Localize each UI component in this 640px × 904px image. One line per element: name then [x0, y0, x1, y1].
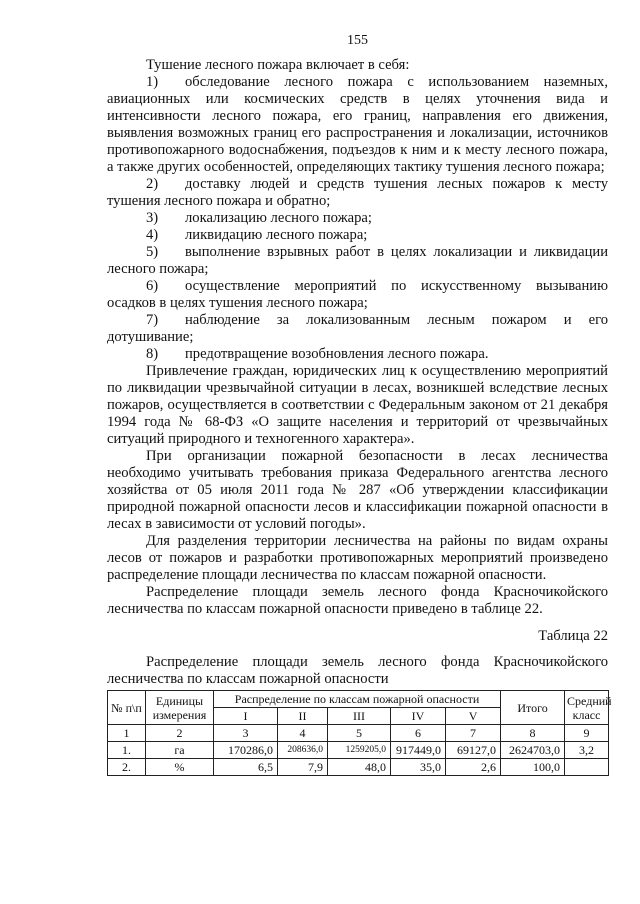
- header-cell: III: [328, 708, 391, 725]
- table-cell: 100,0: [501, 759, 565, 776]
- table-cell: 8: [501, 725, 565, 742]
- measures-list: [107, 74, 608, 363]
- table-cell: 2: [146, 725, 214, 742]
- table-caption: Таблица 22: [538, 628, 608, 644]
- paragraph: Для разделения территории лесничества на районы по видам охраны лесов от пожаров и разработки противопожарных мероприятий произведено распределение площади лесничества по классам пожарной опасности.: [107, 533, 608, 583]
- table-cell: %: [146, 759, 214, 776]
- table-cell: 7,9: [278, 759, 328, 776]
- list-item: 7) наблюдение за локализованным лесным пожаром и его дотушивание;: [107, 312, 608, 345]
- header-cell: № п\п: [108, 691, 146, 725]
- list-item: 2) доставку людей и средств тушения лесных пожаров к месту тушения лесного пожара и обратно;: [107, 176, 608, 209]
- table-cell: 6: [391, 725, 446, 742]
- table-cell: 5: [328, 725, 391, 742]
- table-cell: 9: [565, 725, 609, 742]
- table-row: [108, 742, 609, 759]
- table-cell: 208636,0: [278, 742, 328, 759]
- table-title: Распределение площади земель лесного фонда Красночикойского лесничества по классам пожарной опасности: [107, 654, 608, 687]
- table-cell: га: [146, 742, 214, 759]
- table-cell: 917449,0: [391, 742, 446, 759]
- table-cell: 1.: [108, 742, 146, 759]
- table-cell: 3: [214, 725, 278, 742]
- table-cell: 1: [108, 725, 146, 742]
- header-cell: V: [446, 708, 501, 725]
- list-item: 6) осуществление мероприятий по искусственному вызыванию осадков в целях тушения лесного пожара;: [107, 278, 608, 311]
- list-item: 4) ликвидацию лесного пожара;: [146, 227, 368, 243]
- table-cell: 3,2: [565, 742, 609, 759]
- paragraph: При организации пожарной безопасности в лесах лесничества необходимо учитывать требования приказа Федерального агентства лесного хозяйства от 05 июля 2011 года № 287 «Об утверждении классификации природной пожарной опасности лесов и классификации пожарной опасности в лесах в зависимости от условий погоды».: [107, 448, 608, 532]
- header-cell: Распределение по классам пожарной опасности: [214, 691, 501, 708]
- table-cell: 2,6: [446, 759, 501, 776]
- fire-danger-table: [107, 690, 612, 776]
- document-page: [107, 32, 612, 776]
- header-cell: IV: [391, 708, 446, 725]
- header-cell: Единицы измерения: [146, 691, 214, 725]
- table-cell: 6,5: [214, 759, 278, 776]
- table-cell: 7: [446, 725, 501, 742]
- list-item: 3) локализацию лесного пожара;: [146, 210, 372, 226]
- table-row: [108, 759, 609, 776]
- paragraph: Привлечение граждан, юридических лиц к осуществлению мероприятий по ликвидации чрезвычайной ситуации в лесах, возникшей вследствие лесных пожаров, осуществляется в соответствии с Федеральным законом от 21 декабря 1994 года № 68-ФЗ «О защите населения и территорий от чрезвычайных ситуаций природного и техногенного характера».: [107, 363, 608, 447]
- list-item: 5) выполнение взрывных работ в целях локализации и ликвидации лесного пожара;: [107, 244, 608, 277]
- column-number-row: [108, 725, 609, 742]
- page-number: 155: [347, 33, 368, 48]
- table-cell: 170286,0: [214, 742, 278, 759]
- paragraph: Распределение площади земель лесного фонда Красночикойского лесничества по классам пожарной опасности приведено в таблице 22.: [107, 584, 608, 617]
- intro-paragraph: Тушение лесного пожара включает в себя:: [146, 57, 410, 73]
- table-cell: 2.: [108, 759, 146, 776]
- list-item: 1) обследование лесного пожара с использованием наземных, авиационных или космических средств в целях уточнения вида и интенсивности лесного пожара, его границ, направления его движения, выявления возможных границ его распространения и локализации, источников противопожарного водоснабжения, подъездов к ним и к месту лесного пожара, а также других особенностей, определяющих тактику тушения лесного пожара;: [107, 74, 608, 175]
- table-cell: 2624703,0: [501, 742, 565, 759]
- table-cell: 1259205,0: [328, 742, 391, 759]
- table-header-row: [108, 691, 609, 708]
- table-cell: [565, 759, 609, 776]
- table-cell: 35,0: [391, 759, 446, 776]
- header-cell: II: [278, 708, 328, 725]
- table-cell: 69127,0: [446, 742, 501, 759]
- table-cell: 48,0: [328, 759, 391, 776]
- list-item: 8) предотвращение возобновления лесного пожара.: [146, 346, 489, 362]
- header-cell: I: [214, 708, 278, 725]
- header-cell: Итого: [501, 691, 565, 725]
- header-cell: Средний класс: [565, 691, 609, 725]
- table-cell: 4: [278, 725, 328, 742]
